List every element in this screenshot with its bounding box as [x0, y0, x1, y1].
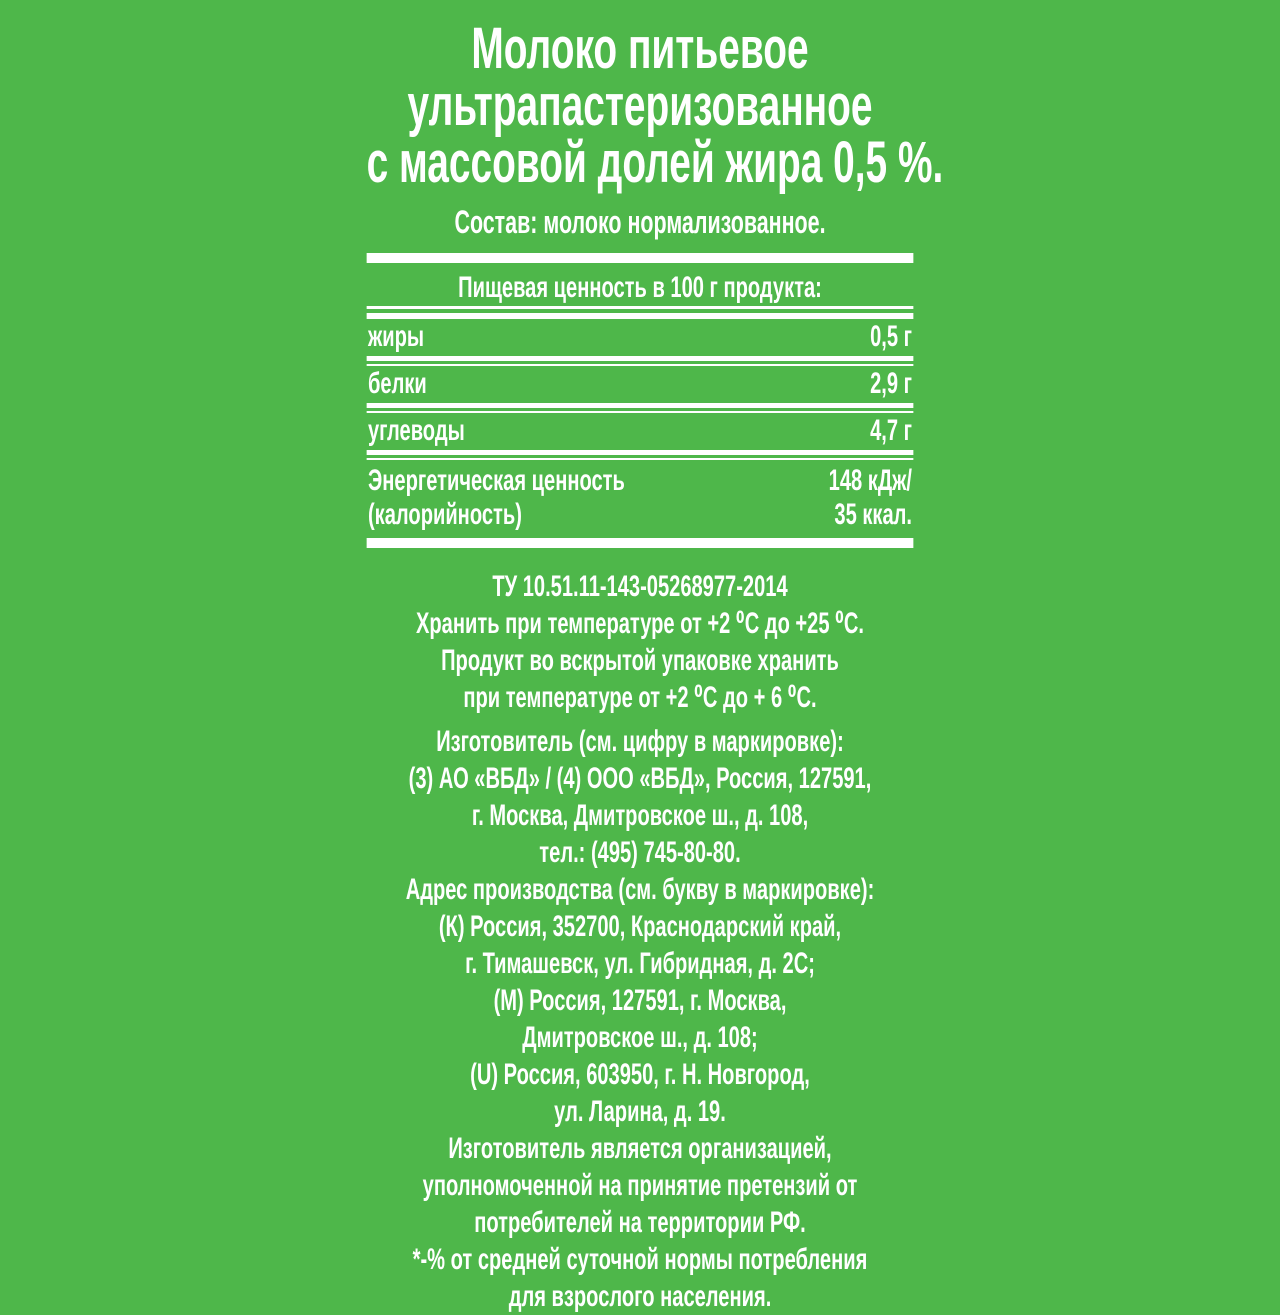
storage-line: Продукт во вскрытой упаковке хранить: [441, 644, 839, 677]
row-label: углеводы: [367, 414, 465, 447]
energy-label-line2: (калорийность): [367, 498, 522, 531]
product-title-line1: Молоко питьевое: [471, 16, 809, 81]
production-address-line: Адрес производства (см. букву в маркировке):: [405, 873, 875, 906]
product-title-line3: с массовой долей жира 0,5 %.: [366, 130, 944, 195]
energy-value: [829, 464, 912, 532]
manufacturer-line: Изготовитель (см. цифру в маркировке):: [436, 725, 844, 758]
technical-standard: ТУ 10.51.11-143-05268977-2014: [492, 570, 788, 603]
table-row-energy: [367, 460, 914, 538]
production-address-line: Дмитровское ш., д. 108;: [522, 1021, 758, 1054]
claims-line: уполномоченной на принятие претензий от: [422, 1169, 858, 1202]
milk-package-label: [366, 0, 944, 1315]
energy-value-line2: 35 ккал.: [834, 498, 913, 531]
production-address-line: г. Тимашевск, ул. Гибридная, д. 2С;: [465, 947, 815, 980]
table-header-rule: [367, 306, 914, 319]
manufacturer-line: тел.: (495) 745-80-80.: [539, 836, 741, 869]
table-bottom-rule: [367, 538, 914, 548]
nutrition-table: [367, 253, 914, 548]
table-top-rule: [367, 253, 914, 263]
table-row-proteins: [367, 366, 914, 403]
composition-text: Состав: молоко нормализованное.: [454, 204, 826, 240]
storage-line: при температуре от +2 ⁰С до + 6 ⁰С.: [463, 681, 817, 714]
manufacturer-line: (3) АО «ВБД» / (4) ООО «ВБД», Россия, 127591,: [408, 762, 872, 795]
energy-label: [368, 464, 625, 532]
claims-line: потребителей на территории РФ.: [474, 1206, 806, 1239]
footnote-line: *-% от средней суточной нормы потребления: [412, 1243, 868, 1276]
manufacturer-info: [367, 723, 914, 1315]
row-label: жиры: [367, 320, 425, 353]
table-row-rule: [367, 450, 914, 460]
table-row-fats: [367, 319, 914, 356]
production-address-line: (М) Россия, 127591, г. Москва,: [493, 984, 787, 1017]
production-address-line: ул. Ларина, д. 19.: [554, 1095, 726, 1128]
row-value: 0,5 г: [870, 320, 913, 353]
product-title: [366, 16, 944, 195]
footnote-line: для взрослого населения.: [508, 1280, 772, 1313]
production-address-line: (К) Россия, 352700, Краснодарский край,: [438, 910, 842, 943]
row-value: 2,9 г: [870, 367, 913, 400]
claims-line: Изготовитель является организацией,: [448, 1132, 832, 1165]
production-address-line: (U) Россия, 603950, г. Н. Новгород,: [470, 1058, 810, 1091]
nutrition-table-header: Пищевая ценность в 100 г продукта:: [458, 271, 822, 304]
table-row-rule: [367, 403, 914, 413]
storage-line: Хранить при температуре от +2 ⁰С до +25 ⁰С.: [415, 607, 865, 640]
manufacturer-line: г. Москва, Дмитровское ш., д. 108,: [471, 799, 809, 832]
table-row-rule: [367, 356, 914, 366]
row-label: белки: [367, 367, 427, 400]
energy-label-line1: Энергетическая ценность: [367, 464, 625, 497]
table-row-carbs: [367, 413, 914, 450]
energy-value-line1: 148 кДж/: [828, 464, 913, 497]
standard-and-storage: [367, 568, 914, 716]
row-value: 4,7 г: [870, 414, 913, 447]
product-title-line2: ультрапастеризованное: [407, 73, 873, 138]
